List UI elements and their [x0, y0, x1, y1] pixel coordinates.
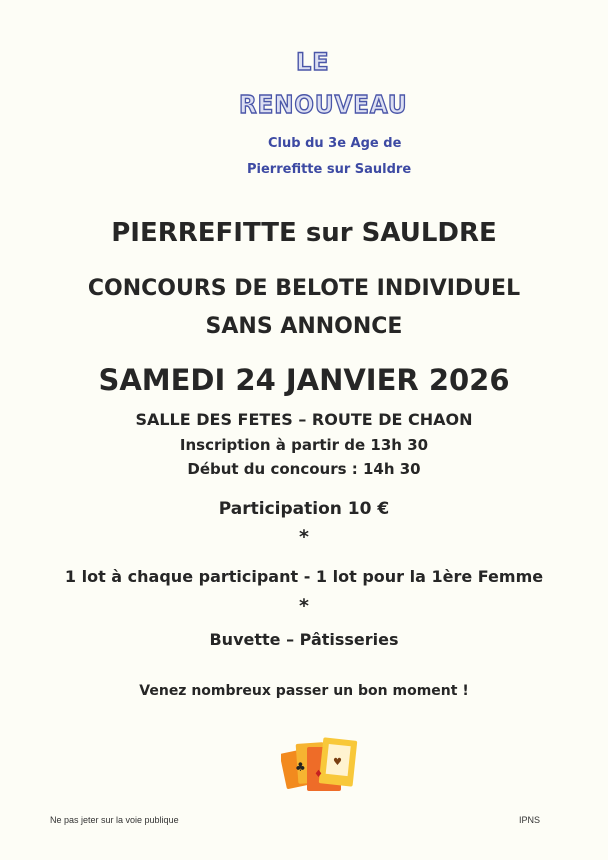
- invitation-text: Venez nombreux passer un bon moment !: [139, 683, 469, 699]
- event-venue: SALLE DES FETES – ROUTE DE CHAON: [135, 410, 473, 429]
- footer-disclaimer: Ne pas jeter sur la voie publique: [50, 815, 179, 825]
- separator-star: *: [299, 595, 309, 617]
- footer-ipns: IPNS: [519, 815, 541, 825]
- svg-text:♣: ♣: [295, 760, 306, 774]
- prizes-text: 1 lot à chaque participant - 1 lot pour la 1ère Femme: [64, 567, 544, 586]
- refreshments-text: Buvette – Pâtisseries: [209, 630, 399, 649]
- event-date: SAMEDI 24 JANVIER 2026: [98, 363, 510, 397]
- participation-fee: Participation 10 €: [218, 499, 390, 519]
- event-title-line2: SANS ANNONCE: [205, 314, 403, 339]
- town-heading: PIERREFITTE sur SAULDRE: [111, 218, 497, 248]
- svg-text:♦: ♦: [314, 769, 323, 780]
- separator-star: *: [299, 526, 309, 548]
- start-time: Début du concours : 14h 30: [187, 460, 421, 478]
- logo-name-text: RENOUVEAU: [239, 90, 408, 119]
- logo-le-text: LE: [296, 48, 330, 76]
- inscription-time: Inscription à partir de 13h 30: [179, 436, 429, 454]
- logo-subtitle-town: Pierrefitte sur Sauldre: [247, 162, 412, 177]
- event-title-line1: CONCOURS DE BELOTE INDIVIDUEL: [87, 276, 521, 301]
- playing-cards-icon: [281, 737, 359, 797]
- svg-text:♥: ♥: [333, 757, 342, 768]
- logo-subtitle-club: Club du 3e Age de: [268, 136, 402, 151]
